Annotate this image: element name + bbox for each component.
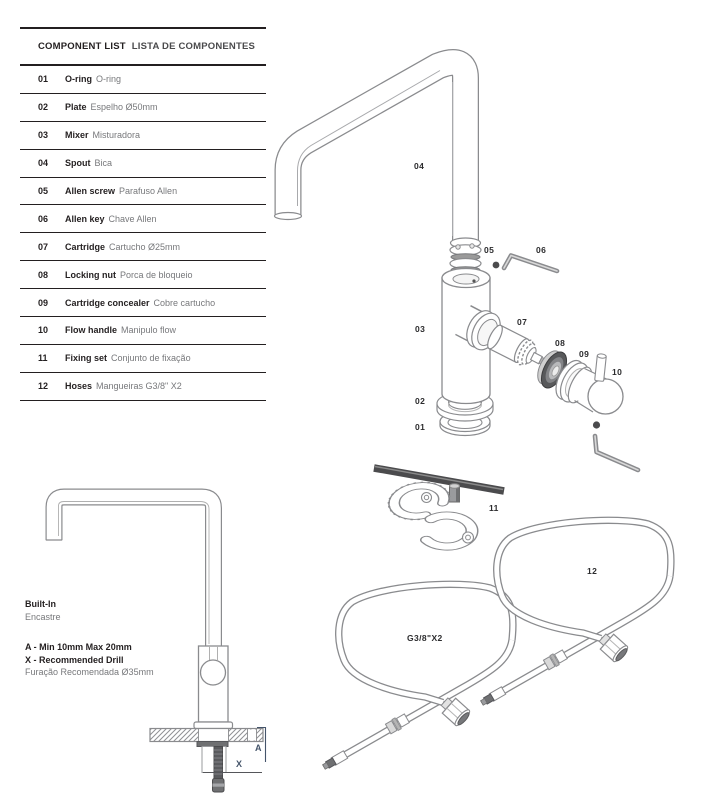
component-name-pt: Bica	[94, 158, 113, 169]
part-label-02: 02	[415, 396, 426, 406]
fixing-set-drawing	[374, 467, 504, 548]
part-label-08: 08	[555, 338, 566, 348]
part-label-10: 10	[612, 367, 623, 377]
component-number: 11	[38, 353, 48, 364]
built-in-label-pt: Encastre	[25, 611, 61, 622]
component-number: 10	[38, 325, 49, 336]
part-label-03: 03	[415, 324, 426, 334]
part-label-12: 12	[587, 566, 598, 576]
component-number: 08	[38, 269, 49, 280]
component-number: 03	[38, 130, 49, 141]
component-row-10	[20, 317, 266, 345]
component-name-en: Allen key	[65, 213, 105, 224]
component-number: 04	[38, 158, 49, 169]
component-list-title-en: COMPONENT LIST	[38, 41, 126, 52]
part-label-05: 05	[484, 245, 495, 255]
component-name-pt: Espelho Ø50mm	[90, 102, 158, 113]
component-number: 07	[38, 241, 49, 252]
component-list	[20, 27, 266, 401]
component-name-en: Locking nut	[65, 269, 116, 280]
part-label-04: 04	[414, 161, 425, 171]
component-row-11	[20, 345, 266, 373]
component-row-02	[20, 94, 266, 122]
installation-note	[25, 598, 215, 679]
dimension-x-note-pt: Furação Recomendada Ø35mm	[25, 667, 154, 677]
component-name-pt: Manipulo flow	[121, 325, 177, 336]
component-name-en: Mixer	[65, 130, 89, 141]
component-row-12	[20, 373, 266, 401]
component-name-pt: Parafuso Allen	[119, 186, 178, 196]
component-row-06	[20, 205, 266, 233]
component-name-en: Cartridge concealer	[65, 297, 150, 308]
dimension-a-note: A - Min 10mm Max 20mm	[25, 642, 132, 652]
dimension-a-label: A	[255, 743, 262, 753]
exploded-view-drawing	[275, 62, 639, 470]
allen-key-bottom-drawing	[595, 436, 638, 470]
component-name-en: Fixing set	[65, 353, 108, 364]
component-row-05	[20, 178, 266, 206]
part-label-07: 07	[517, 317, 528, 327]
part-label-09: 09	[579, 349, 590, 359]
component-name-pt: Cartucho Ø25mm	[109, 241, 181, 252]
component-name-pt: O-ring	[96, 74, 122, 85]
component-number: 12	[38, 381, 49, 392]
dimension-x-label: X	[236, 759, 243, 769]
component-name-en: Hoses	[65, 381, 93, 392]
component-name-pt: Porca de bloqueio	[120, 269, 193, 280]
component-name-pt: Misturadora	[92, 130, 141, 141]
component-name-en: Allen screw	[65, 186, 116, 196]
hose-spec-label: G3/8"X2	[407, 633, 443, 643]
dimension-x-note-en: X - Recommended Drill	[25, 654, 124, 665]
spout-drawing	[275, 62, 466, 240]
component-number: 09	[38, 297, 49, 308]
component-row-08	[20, 261, 266, 289]
component-name-en: Cartridge	[65, 241, 106, 252]
part-label-11: 11	[489, 503, 499, 513]
part-label-06: 06	[536, 245, 547, 255]
component-row-01	[20, 66, 266, 94]
component-name-en: Spout	[65, 158, 91, 169]
handle-screw-drawing	[593, 421, 600, 428]
built-in-label-en: Built-In	[25, 599, 56, 609]
component-row-04	[20, 150, 266, 178]
allen-key-top-drawing	[504, 256, 557, 272]
component-name-pt: Chave Allen	[108, 213, 157, 224]
component-name-en: Flow handle	[65, 325, 118, 336]
component-name-en: Plate	[65, 102, 87, 113]
hose-left-drawing	[322, 584, 513, 770]
allen-screw-drawing	[493, 262, 500, 269]
component-name-pt: Mangueiras G3/8" X2	[96, 381, 182, 392]
component-number: 05	[38, 186, 49, 196]
component-number: 02	[38, 102, 49, 113]
component-name-pt: Conjunto de fixação	[111, 353, 191, 364]
component-row-09	[20, 289, 266, 317]
component-row-07	[20, 233, 266, 261]
component-name-en: O-ring	[65, 74, 92, 85]
component-number: 01	[38, 74, 49, 85]
component-name-pt: Cobre cartucho	[153, 297, 216, 308]
part-label-01: 01	[415, 422, 426, 432]
component-list-title-pt: LISTA DE COMPONENTES	[131, 41, 256, 52]
component-list-title	[20, 29, 266, 66]
component-row-03	[20, 122, 266, 150]
component-number: 06	[38, 213, 49, 224]
